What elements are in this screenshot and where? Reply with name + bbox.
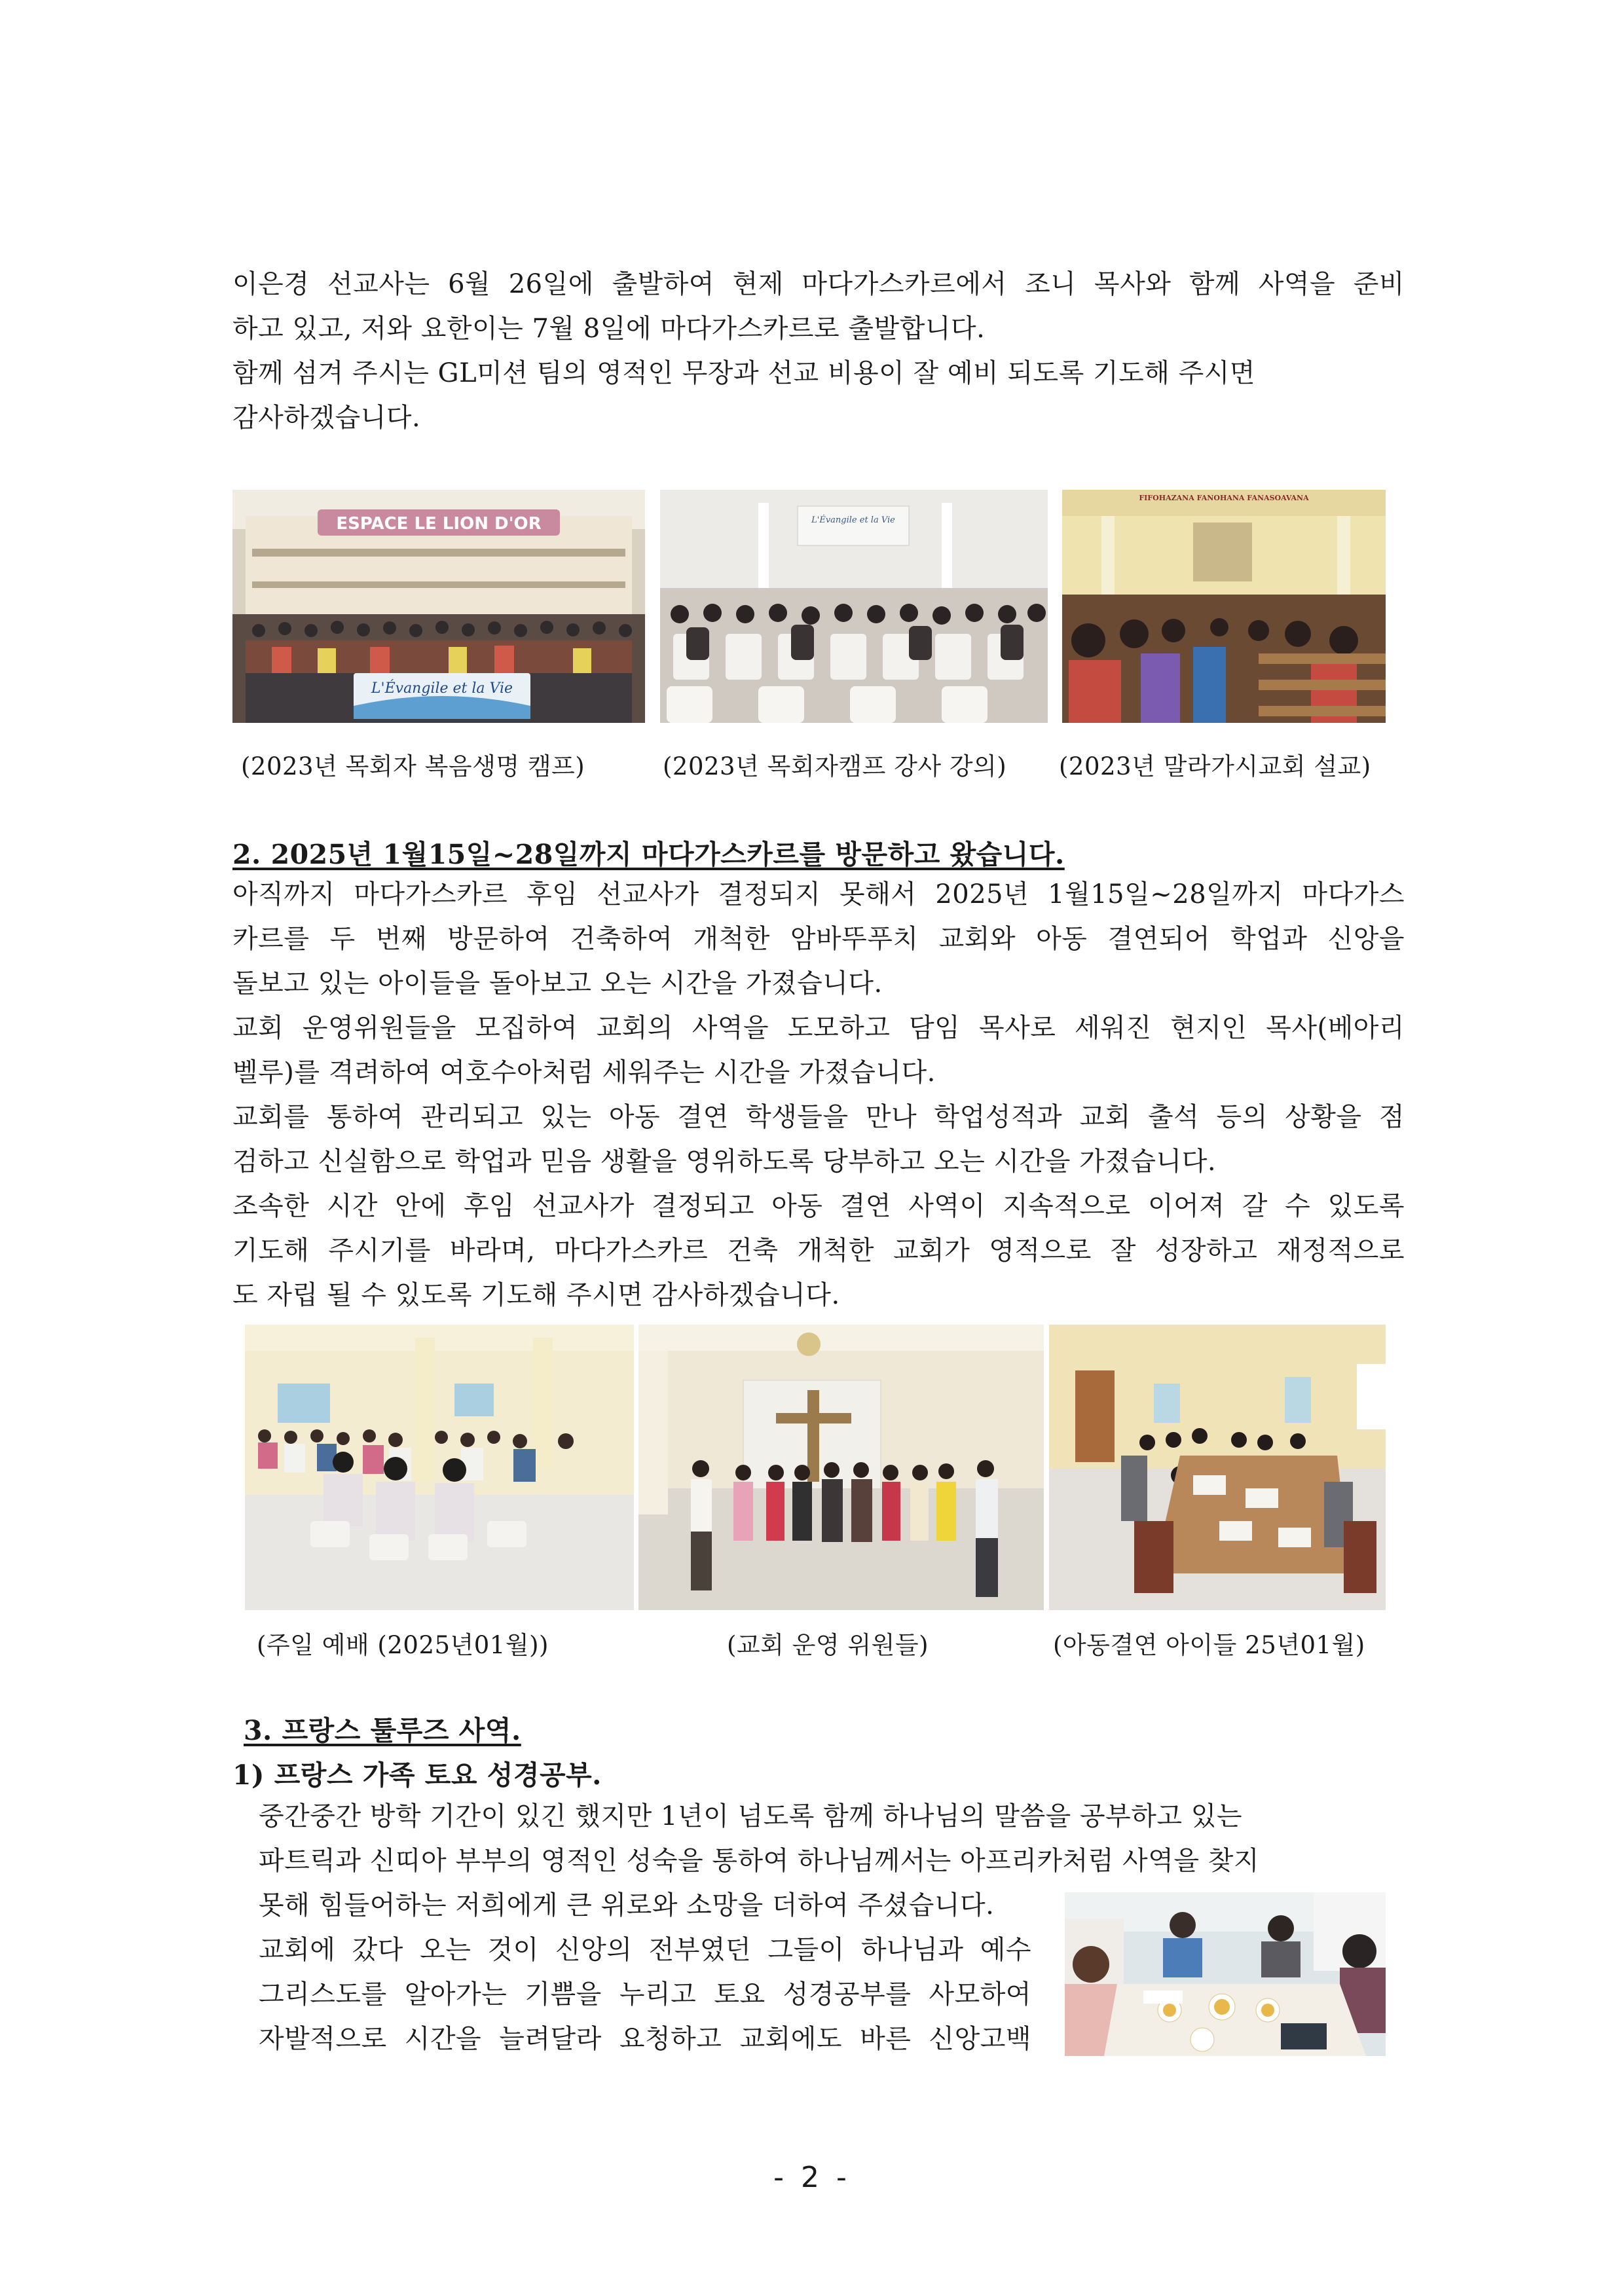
photo-pastor-camp-group [232,490,645,723]
photo-pastor-camp-lecture [660,490,1048,723]
paragraph-line: 도 자립 될 수 있도록 기도해 주시면 감사하겠습니다. [232,1280,840,1310]
section3-paragraph-narrow [259,1928,1031,2061]
church-sign-text: FIFOHAZANA FANOHANA FANASOAVANA [1139,494,1309,502]
section-heading: 3. 프랑스 툴루즈 사역. [244,1715,521,1746]
paragraph-line: 중간중간 방학 기간이 있긴 했지만 1년이 넘도록 함께 하나님의 말씀을 공부하고 있는 [259,1801,1243,1831]
paragraph-line: 교회에 갔다 오는 것이 신앙의 전부였던 그들이 하나님과 예수 [259,1935,1031,1965]
paragraph-line: 그리스도를 알아가는 기쁨을 누리고 토요 성경공부를 사모하여 [259,1979,1031,2010]
paragraph-line: 돌보고 있는 아이들을 돌아보고 오는 시간을 가졌습니다. [232,968,883,999]
banner-text: L'Évangile et la Vie [371,680,513,697]
photo-family-bible-study [1065,1892,1386,2056]
photo-caption: (2023년 목회자 복음생명 캠프) [241,752,585,780]
photo-sunday-worship [245,1325,634,1610]
paragraph-line: 벨루)를 격려하여 여호수아처럼 세워주는 시간을 가졌습니다. [232,1057,936,1088]
section-subheading: 1) 프랑스 가족 토요 성경공부. [232,1759,602,1791]
screen-text: L'Évangile et la Vie [811,515,895,525]
paragraph-line: 교회를 통하여 관리되고 있는 아동 결연 학생들을 만나 학업성적과 교회 출석 등의 상황을 점 [232,1102,1405,1132]
intro-line: 이은경 선교사는 6월 26일에 출발하여 현제 마다가스카르에서 조니 목사와 함께 사역을 준비 [232,269,1405,299]
photo-caption: (교회 운영 위원들) [727,1631,929,1659]
photo-caption: (주일 예배 (2025년01월)) [257,1631,549,1659]
page-number: - 2 - [773,2161,851,2194]
paragraph-line: 못해 힘들어하는 저희에게 큰 위로와 소망을 더하여 주셨습니다. [259,1890,995,1920]
photo-caption: (2023년 목회자캠프 강사 강의) [663,752,1007,780]
paragraph-line: 조속한 시간 안에 후임 선교사가 결정되고 아동 결연 사역이 지속적으로 이어져 갈 수 있도록 [232,1191,1405,1221]
paragraph-line: 교회 운영위원들을 모집하여 교회의 사역을 도모하고 담임 목사로 세워진 현지인 목사(베아리 [232,1013,1405,1043]
intro-line: 하고 있고, 저와 요한이는 7월 8일에 마다가스카르로 출발합니다. [232,314,986,344]
photo-caption: (2023년 말라가시교회 설교) [1059,752,1371,780]
paragraph-line: 카르를 두 번째 방문하여 건축하여 개척한 암바뚜푸치 교회와 아동 결연되어 학업과 신앙을 [232,924,1405,954]
paragraph-line: 아직까지 마다가스카르 후임 선교사가 결정되지 못해서 2025년 1월15일~28일까지 마다가스 [232,879,1405,909]
intro-line: 감사하겠습니다. [232,403,421,433]
paragraph-line: 검하고 신실함으로 학업과 믿음 생활을 영위하도록 당부하고 오는 시간을 가졌습니다. [232,1147,1217,1177]
photo-church-committee [638,1325,1044,1610]
section2-paragraph [232,872,1405,1317]
section-heading: 2. 2025년 1월15일~28일까지 마다가스카르를 방문하고 왔습니다. [232,839,1065,870]
intro-paragraph [232,262,1405,440]
paragraph-line: 파트릭과 신띠아 부부의 영적인 성숙을 통하여 하나님께서는 아프리카처럼 사역을 찾지 [259,1846,1259,1876]
photo-malagasy-church-sermon [1062,490,1386,723]
paragraph-line: 기도해 주시기를 바라며, 마다가스카르 건축 개척한 교회가 영적으로 잘 성장하고 재정적으로 [232,1236,1405,1266]
paragraph-line: 자발적으로 시간을 늘려달라 요청하고 교회에도 바른 신앙고백 [259,2024,1031,2054]
photo-sponsored-children [1049,1325,1386,1610]
photo-caption: (아동결연 아이들 25년01월) [1053,1631,1365,1659]
intro-line: 함께 섬겨 주시는 GL미션 팀의 영적인 무장과 선교 비용이 잘 예비 되도록 기도해 주시면 [232,358,1256,388]
building-banner-text: ESPACE LE LION D'OR [336,514,542,534]
